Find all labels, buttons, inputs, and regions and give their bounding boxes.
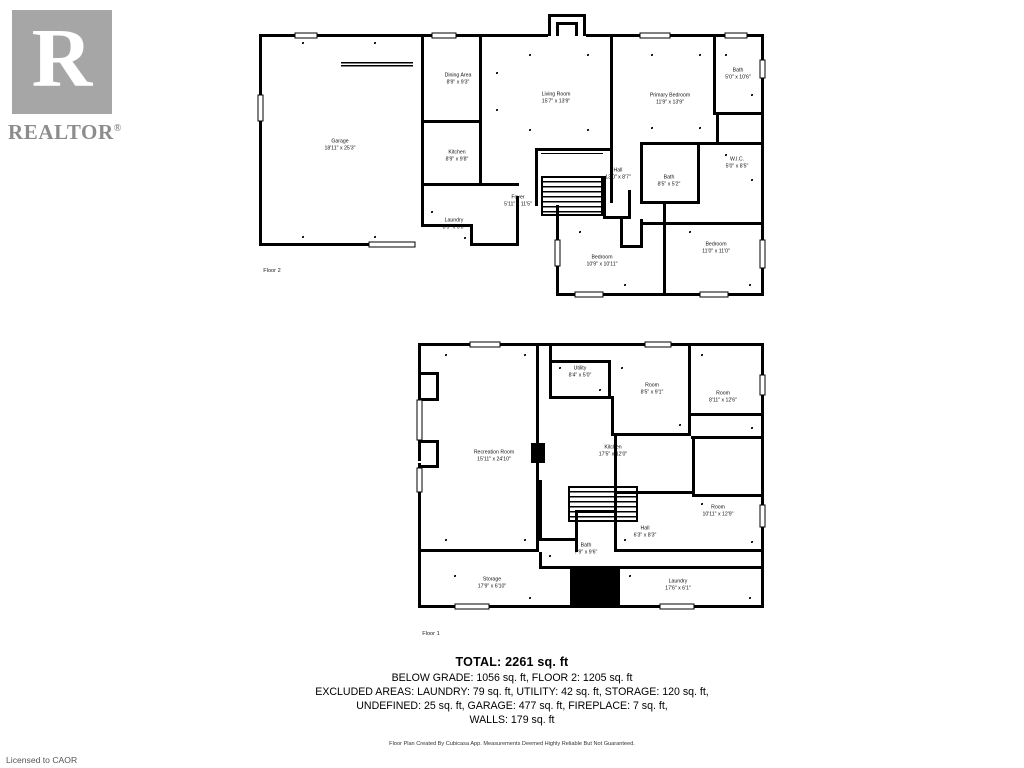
room-label xyxy=(709,391,737,404)
room-label xyxy=(443,218,466,231)
room-dimensions: 13'0" x 8'7" xyxy=(605,174,631,180)
room-name: Bath xyxy=(580,542,592,549)
room-label xyxy=(569,366,592,379)
room-dimensions: 8'5" x 9'1" xyxy=(640,389,664,395)
room-name: Garage xyxy=(331,138,349,145)
room-dimensions: 8'11" x 12'6" xyxy=(708,397,738,403)
room-name: Bath xyxy=(732,67,744,74)
room-label xyxy=(665,579,691,592)
room-label xyxy=(703,505,734,518)
registered-mark: ® xyxy=(113,123,122,134)
floor-tag: Floor 1 xyxy=(422,631,440,637)
realtor-logo-letter: R xyxy=(31,12,93,105)
room-name: Bedroom xyxy=(705,241,727,248)
summary-line-3: WALLS: 179 sq. ft xyxy=(469,713,555,726)
room-label xyxy=(325,139,356,152)
room-dimensions: 6'3" x 8'3" xyxy=(633,532,657,538)
room-dimensions: 15'11" x 24'10" xyxy=(477,456,511,462)
room-label xyxy=(478,577,506,590)
room-dimensions: 17'5" x 12'0" xyxy=(598,451,628,457)
room-label xyxy=(504,195,532,208)
room-name: Laundry xyxy=(444,217,464,224)
room-name: Room xyxy=(645,382,659,389)
room-dimensions: 5'0" x 10'6" xyxy=(725,74,751,80)
room-label xyxy=(587,255,618,268)
room-name: Room xyxy=(711,504,725,511)
room-name: Foyer xyxy=(511,194,525,201)
room-dimensions: 10'11" x 12'9" xyxy=(702,511,734,517)
room-name: Bath xyxy=(663,174,675,181)
realtor-wordmark-text: REALTOR xyxy=(8,120,114,144)
floor-tag: Floor 2 xyxy=(263,268,281,274)
area-summary xyxy=(0,655,1024,728)
room-dimensions: 10'9" x 10'11" xyxy=(586,261,618,267)
room-name: Kitchen xyxy=(604,444,622,451)
plan-credit: Floor Plan Created By Cubicasa App. Measurements Deemed Highly Reliable But Not Guaranteed. xyxy=(389,741,635,747)
room-name: Recreation Room xyxy=(473,449,515,456)
room-dimensions: 17'6" x 6'1" xyxy=(665,585,691,591)
room-name: Dining Area xyxy=(444,72,472,79)
room-label xyxy=(726,157,749,170)
room-label xyxy=(725,68,751,81)
room-label xyxy=(702,242,730,255)
room-label xyxy=(634,526,657,539)
room-dimensions: 8'9" x 9'8" xyxy=(445,156,469,162)
room-label xyxy=(599,445,627,458)
room-dimensions: 17'9" x 6'10" xyxy=(477,583,507,589)
room-name: Living Room xyxy=(541,91,571,98)
room-name: Primary Bedroom xyxy=(649,92,691,99)
room-name: Bedroom xyxy=(591,254,613,261)
summary-line-1: EXCLUDED AREAS: LAUNDRY: 79 sq. ft, UTILITY: 42 sq. ft, STORAGE: 120 sq. ft, xyxy=(315,685,709,698)
room-label xyxy=(605,168,631,181)
room-label xyxy=(658,175,681,188)
room-dimensions: 8'5" x 6'0" xyxy=(442,224,466,230)
room-dimensions: 5'11" x 11'5" xyxy=(504,201,532,207)
room-dimensions: 8'5" x 5'2" xyxy=(657,181,681,187)
room-dimensions: 5'0" x 8'5" xyxy=(725,163,749,169)
room-name: Laundry xyxy=(668,578,688,585)
room-name: Storage xyxy=(482,576,502,583)
summary-line-2: UNDEFINED: 25 sq. ft, GARAGE: 477 sq. ft, FIREPLACE: 7 sq. ft, xyxy=(356,699,668,712)
room-label xyxy=(446,150,469,163)
room-dimensions: 18'11" x 25'3" xyxy=(324,145,356,151)
room-name: Hall xyxy=(640,525,650,532)
license-notice: Licensed to CAOR xyxy=(6,755,78,765)
summary-line-0: BELOW GRADE: 1056 sq. ft, FLOOR 2: 1205 sq. ft xyxy=(391,672,633,684)
room-name: Kitchen xyxy=(448,149,466,156)
room-label xyxy=(641,383,664,396)
room-dimensions: 11'0" x 11'0" xyxy=(702,248,730,254)
total-area: TOTAL: 2261 sq. ft xyxy=(455,655,569,669)
room-name: Hall xyxy=(613,167,623,174)
room-label xyxy=(650,93,690,106)
room-dimensions: 11'9" x 13'9" xyxy=(655,99,685,105)
room-dimensions: 15'7" x 13'9" xyxy=(541,98,571,104)
room-dimensions: 8'9" x 9'3" xyxy=(446,79,470,85)
room-name: W.I.C. xyxy=(729,156,745,163)
room-label xyxy=(445,73,472,86)
room-name: Utility xyxy=(573,365,587,372)
room-name: Room xyxy=(716,390,730,397)
room-label xyxy=(542,92,571,105)
room-dimensions: 7'9" x 9'6" xyxy=(574,549,598,555)
room-dimensions: 8'4" x 5'0" xyxy=(568,372,592,378)
room-label xyxy=(474,450,514,463)
room-label xyxy=(575,543,598,556)
